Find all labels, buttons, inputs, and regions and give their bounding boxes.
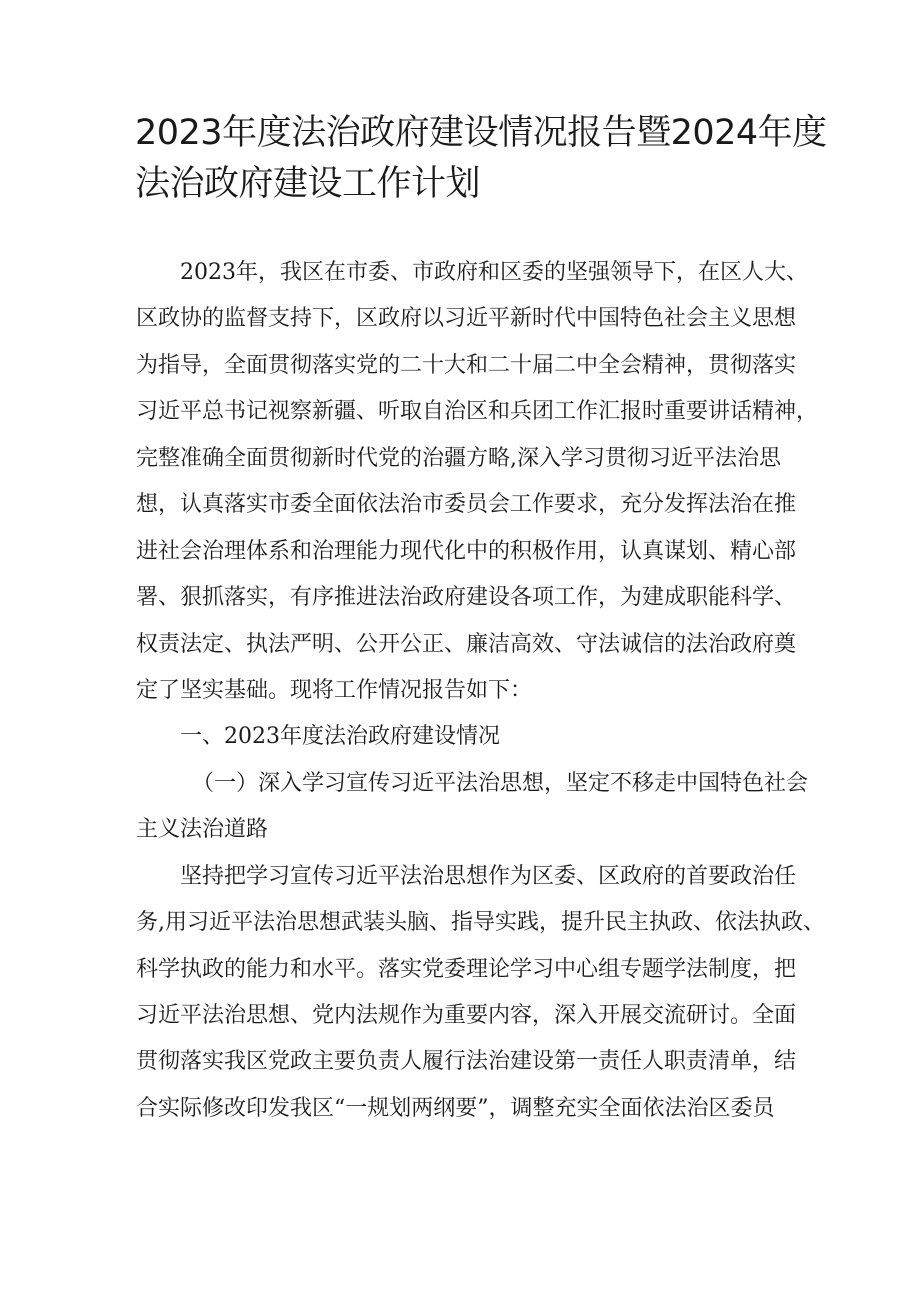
section-heading: 一、2023年度法治政府建设情况 (180, 724, 500, 750)
title-line: 2023年度法治政府建设情况报告暨2024年度 (135, 113, 827, 153)
paragraph-line: 习近平总书记视察新疆、听取自治区和兵团工作汇报时重要讲话精神， (136, 399, 819, 425)
document-title (135, 108, 835, 210)
paragraph-line: 贯彻落实我区党政主要负责人履行法治建设第一责任人职责清单，结 (136, 1049, 797, 1075)
paragraph-line: 合实际修改印发我区“一规划两纲要”，调整充实全面依法治区委员 (136, 1095, 775, 1121)
document-body (136, 250, 825, 1132)
paragraph-line: 科学执政的能力和水平。落实党委理论学习中心组专题学法制度，把 (136, 956, 797, 982)
paragraph-line: 务,用习近平法治思想武装头脑、指导实践，提升民主执政、依法执政、 (136, 910, 825, 936)
paragraph-line: 想，认真落实市委全面依法治市委员会工作要求，充分发挥法治在推 (136, 492, 797, 518)
title-line: 法治政府建设工作计划 (135, 164, 481, 204)
paragraph-line: 2023年，我区在市委、市政府和区委的坚强领导下，在区人大、 (180, 260, 808, 285)
paragraph-line: 区政协的监督支持下，区政府以习近平新时代中国特色社会主义思想 (136, 306, 797, 332)
paragraph-line: 完整准确全面贯彻新时代党的治疆方略,深入学习贯彻习近平法治思 (136, 445, 781, 471)
paragraph-line: 署、狠抓落实，有序推进法治政府建设各项工作，为建成职能科学、 (136, 585, 797, 611)
paragraph-line: 为指导，全面贯彻落实党的二十大和二十届二中全会精神，贯彻落实 (136, 352, 797, 378)
paragraph-line: 习近平法治思想、党内法规作为重要内容，深入开展交流研讨。全面 (136, 1003, 797, 1028)
subsection-heading: （一）深入学习宣传习近平法治思想，坚定不移走中国特色社会 (192, 770, 809, 796)
paragraph-line: 权责法定、执法严明、公开公正、廉洁高效、守法诚信的法治政府奠 (136, 631, 797, 657)
paragraph-line: 定了坚实基础。现将工作情况报告如下： (136, 677, 533, 703)
paragraph-line: 坚持把学习宣传习近平法治思想作为区委、区政府的首要政治任 (180, 863, 797, 889)
subsection-heading: 主义法治道路 (136, 817, 269, 843)
paragraph-line: 进社会治理体系和治理能力现代化中的积极作用，认真谋划、精心部 (136, 538, 797, 564)
